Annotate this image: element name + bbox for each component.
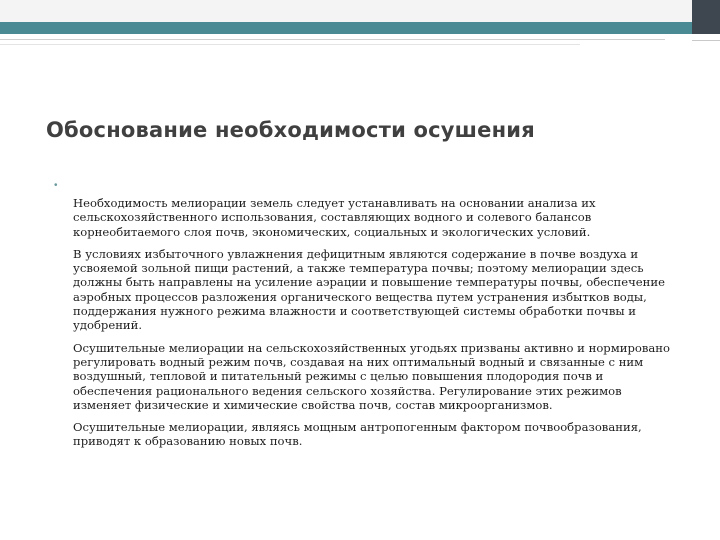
- decorative-rule-secondary: [0, 44, 580, 45]
- paragraph-drainage-purpose: Осушительные мелиорации на сельскохозяйственных угодьях призваны активно и нормировано регулировать водный режим почв, создавая на них оптимальный водный и связанные с ним воздушный, тепловой и питательный режимы с целью повышения плодородия почв и обеспечения рационального ведения сельского хозяйства. Регулирование этих режимов изменяет физические и химические свойства почв, состав микроорганизмов.: [73, 340, 671, 412]
- paragraph-excess-moisture: В условиях избыточного увлажнения дефицитным являются содержание в почве воздуха и усвояемой зольной пищи растений, а также температура почвы; поэтому мелиорации здесь должны быть направлены на усиление аэрации и повышение температуры почвы, обеспечение аэробных процессов разложения органического вещества путем устранения избытков воды, поддержания нужного режима влажности и соответствующей системы обработки почвы и удобрений.: [73, 246, 665, 333]
- slide-title: Обоснование необходимости осушения: [46, 118, 535, 142]
- slide-header-band: [0, 0, 720, 22]
- bullet-marker: •: [54, 180, 58, 191]
- paragraph-anthropogenic-factor: Осушительные мелиорации, являясь мощным антропогенным фактором почвообразования, приводят к образованию новых почв.: [73, 420, 642, 449]
- decorative-rule-right: [692, 40, 720, 41]
- accent-teal-bar: [0, 22, 692, 34]
- header-light-segment: [0, 0, 692, 22]
- slide-body: [73, 196, 673, 457]
- paragraph-reclamation-basis: Необходимость мелиорации земель следует устанавливать на основании анализа их сельскохозяйственного использования, составляющих водного и солевого балансов корнеобитаемого слоя почв, экономических, социальных и экологических условий.: [73, 196, 596, 239]
- accent-dark-bar: [692, 22, 720, 34]
- decorative-rule: [0, 39, 665, 40]
- header-dark-segment: [692, 0, 720, 22]
